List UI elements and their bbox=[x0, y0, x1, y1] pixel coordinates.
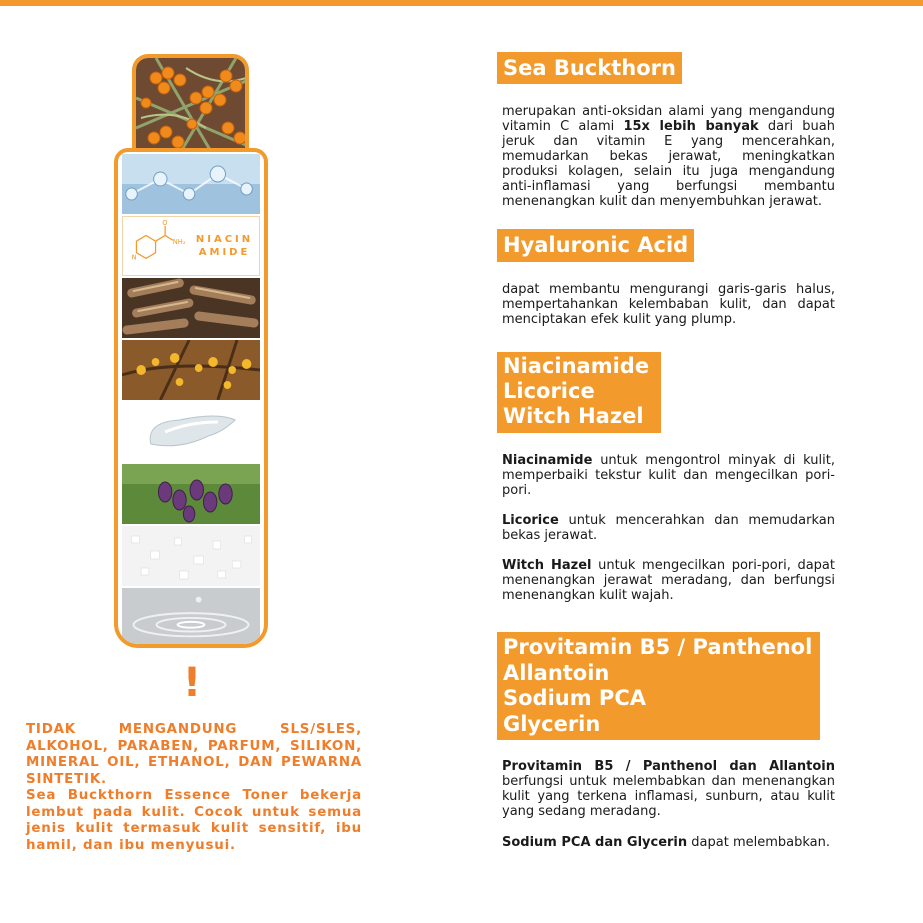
molecule-tile bbox=[122, 154, 260, 214]
amine-label: NH₂ bbox=[172, 238, 186, 247]
niacinamide-tile bbox=[122, 216, 260, 276]
top-accent-bar bbox=[0, 0, 923, 6]
provitamin-allantoin-pca-glycerin-heading: Provitamin B5 / Panthenol Allantoin Sodium PCA Glycerin bbox=[497, 632, 820, 740]
free-from-warning: TIDAK MENGANDUNG SLS/SLES, ALKOHOL, PARABEN, PARFUM, SILIKON, MINERAL OIL, ETHANOL, DAN PEWARNA SINTETIK. bbox=[26, 722, 362, 787]
sea-buckthorn-heading: Sea Buckthorn bbox=[497, 52, 682, 84]
niacinamide-structure-icon bbox=[123, 217, 190, 275]
niacinamide-description: Niacinamide untuk mengontrol minyak di kulit, memperbaiki tekstur kulit dan mengecilkan pori-pori. bbox=[502, 453, 835, 498]
sea-buckthorn-image bbox=[136, 58, 249, 156]
gentle-formula-note: Sea Buckthorn Essence Toner bekerja lembut pada kulit. Cocok untuk semua jenis kulit termasuk kulit sensitif, ibu hamil, dan ibu menyusui. bbox=[26, 788, 362, 853]
panthenol-allantoin-description: Provitamin B5 / Panthenol dan Allantoin berfungsi untuk melembabkan dan menenangkan kulit yang terkena inflamasi, sunburn, atau kulit yang sedang meradang. bbox=[502, 759, 835, 819]
licorice-tile bbox=[122, 278, 260, 338]
amide-text: AMIDE bbox=[198, 247, 251, 258]
salt-crystal-tile bbox=[122, 526, 260, 586]
water-tile bbox=[122, 588, 260, 646]
niacin-text: NIACIN bbox=[195, 234, 254, 245]
sodium-pca-glycerin-description: Sodium PCA dan Glycerin dapat melembabkan. bbox=[502, 835, 830, 850]
bottle-body bbox=[114, 148, 268, 648]
niacinamide-licorice-witch-hazel-heading: Niacinamide Licorice Witch Hazel bbox=[497, 352, 661, 433]
niacinamide-label bbox=[190, 233, 259, 259]
gel-tile bbox=[122, 402, 260, 462]
bottle-neck bbox=[132, 54, 249, 156]
oxygen-label: O bbox=[162, 218, 168, 227]
witch-hazel-description: Witch Hazel untuk mengecilkan pori-pori, dapat menenangkan jerawat meradang, dan berfungsi menenangkan kulit wajah. bbox=[502, 558, 835, 603]
hyaluronic-acid-heading: Hyaluronic Acid bbox=[497, 229, 694, 262]
witch-hazel-tile bbox=[122, 340, 260, 400]
comfrey-flower-tile bbox=[122, 464, 260, 524]
licorice-description: Licorice untuk mencerahkan dan memudarkan bekas jerawat. bbox=[502, 513, 835, 543]
hyaluronic-acid-description: dapat membantu mengurangi garis-garis halus, mempertahankan kelembaban kulit, dan dapat menciptakan efek kulit yang plump. bbox=[502, 282, 835, 327]
nitrogen-label: N bbox=[131, 253, 137, 262]
exclamation-mark: ! bbox=[182, 660, 202, 706]
sea-buckthorn-description: merupakan anti-oksidan alami yang mengandung vitamin C alami 15x lebih banyak dari buah jeruk dan vitamin E yang mencerahkan, memudarkan bekas jerawat, meningkatkan produksi kolagen, selain itu juga mengandung anti-inflamasi yang berfungsi membantu menenangkan kulit dan menyembuhkan jerawat. bbox=[502, 104, 836, 209]
